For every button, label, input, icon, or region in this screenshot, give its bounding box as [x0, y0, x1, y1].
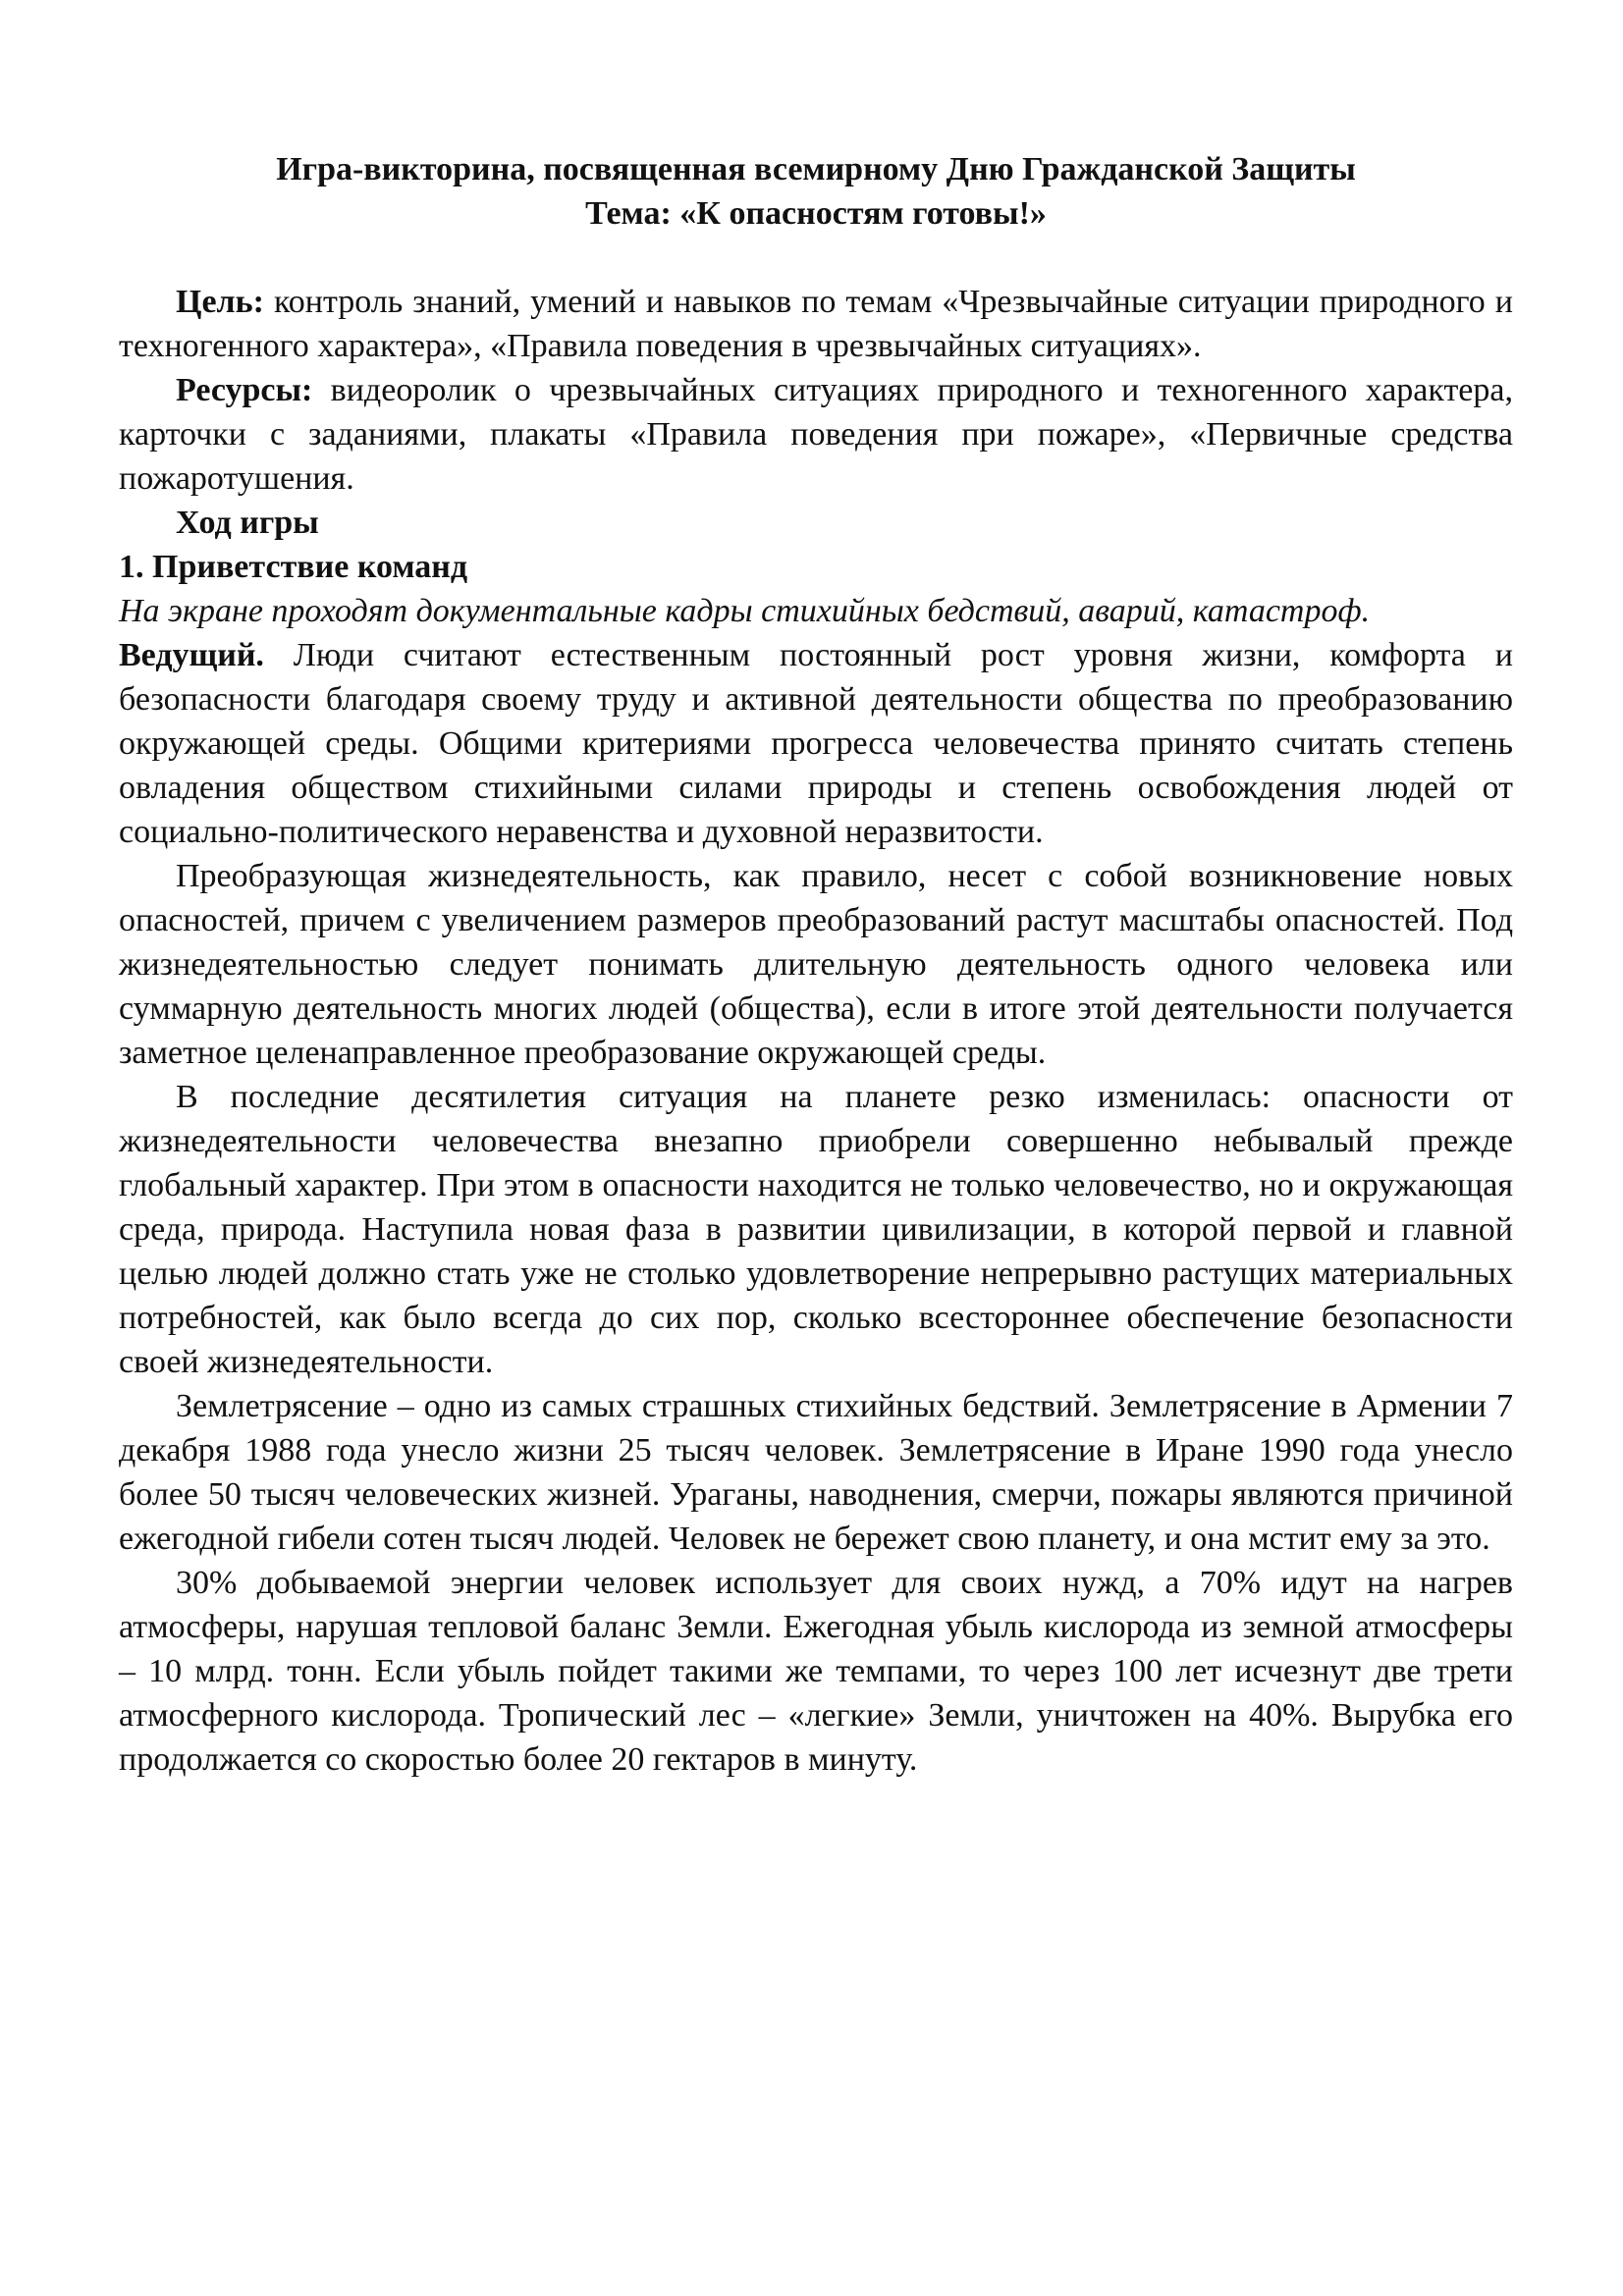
body-paragraph: 30% добываемой энергии человек использует для своих нужд, а 70% идут на нагрев атмосферы, нарушая тепловой баланс Земли. Ежегодная убыль кислорода из земной атмосферы – 10 млрд. тонн. Если убыль пойдет такими же темпами, то через 100 лет исчезнут две трети атмосферного кислорода. Тропический лес – «легкие» Земли, уничтожен на 40%. Вырубка его продолжается со скоростью более 20 гектаров в минуту. — [119, 1565, 1513, 1778]
goal-label: Цель: — [176, 284, 264, 320]
resources-label: Ресурсы: — [176, 372, 313, 408]
body-paragraph: Землетрясение – одно из самых страшных стихийных бедствий. Землетрясение в Армении 7 декабря 1988 года унесло жизни 25 тысяч человек. Землетрясение в Иране 1990 года унесло более 50 тысяч человеческих жизней. Ураганы, наводнения, смерчи, пожары являются причиной ежегодной гибели сотен тысяч людей. Человек не бережет свою планету, и она мстит ему за это. — [119, 1388, 1513, 1557]
document-title: Игра-викторина, посвященная всемирному Дню Гражданской Защиты — [276, 151, 1356, 187]
host-paragraph — [119, 633, 1513, 854]
host-label: Ведущий. — [119, 637, 264, 673]
game-course-heading: Ход игры — [176, 505, 319, 541]
body-paragraph: В последние десятилетия ситуация на планете резко изменилась: опасности от жизнедеятельности человечества внезапно приобрели совершенно небывалый прежде глобальный характер. При этом в опасности находится не только человечество, но и окружающая среда, природа. Наступила новая фаза в развитии цивилизации, в которой первой и главной целью людей должно стать уже не столько удовлетворение непрерывно растущих материальных потребностей, как было всегда до сих пор, сколько всестороннее обеспечение безопасности своей жизнедеятельности. — [119, 1079, 1513, 1380]
title-block — [119, 147, 1513, 236]
body-paragraph: Преобразующая жизнедеятельность, как правило, несет с собой возникновение новых опасностей, причем с увеличением размеров преобразований растут масштабы опасностей. Под жизнедеятельностью следует понимать длительную деятельность одного человека или суммарную деятельность многих людей (общества), если в итоге этой деятельности получается заметное целенаправленное преобразование окружающей среды. — [119, 858, 1513, 1071]
section-heading-greeting: 1. Приветствие команд — [119, 549, 468, 585]
goal-text: контроль знаний, умений и навыков по темам «Чрезвычайные ситуации природного и техногенного характера», «Правила поведения в чрезвычайных ситуациях». — [119, 284, 1513, 364]
resources-paragraph — [119, 368, 1513, 501]
host-text: Люди считают естественным постоянный рост уровня жизни, комфорта и безопасности благодаря своему труду и активной деятельности общества по преобразованию окружающей среды. Общими критериями прогресса человечества принято считать степень овладения обществом стихийными силами природы и степень освобождения людей от социально-политического неравенства и духовной неразвитости. — [119, 637, 1513, 850]
goal-paragraph — [119, 280, 1513, 368]
document-page — [119, 147, 1513, 1782]
document-theme: Тема: «К опасностям готовы!» — [585, 195, 1047, 232]
resources-text: видеоролик о чрезвычайных ситуациях природного и техногенного характера, карточки с заданиями, плакаты «Правила поведения при пожаре», «Первичные средства пожаротушения. — [119, 372, 1513, 497]
stage-direction: На экране проходят документальные кадры стихийных бедствий, аварий, катастроф. — [119, 593, 1371, 629]
